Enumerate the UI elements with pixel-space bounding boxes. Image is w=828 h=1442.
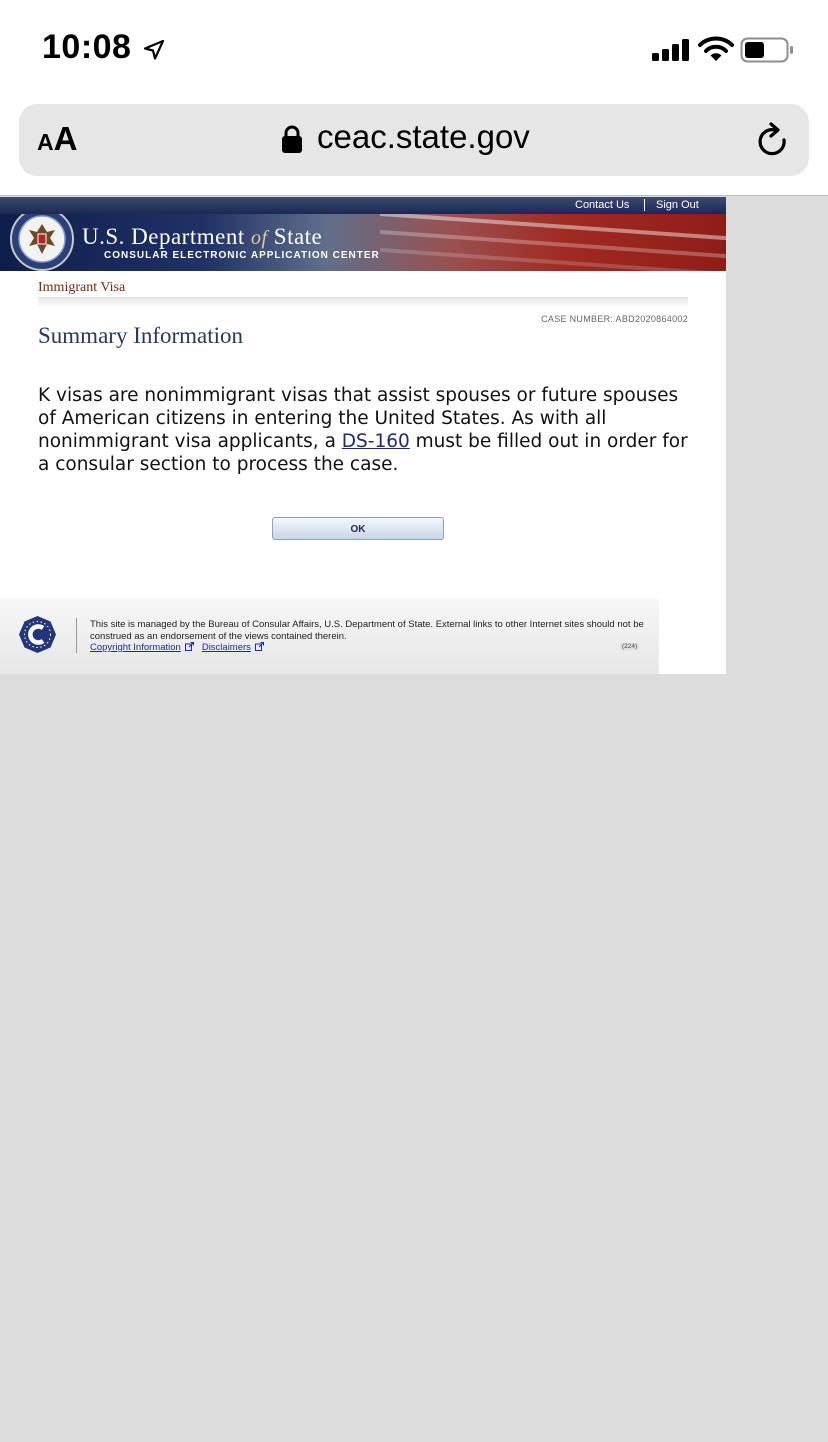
version-badge: (224) [622, 643, 638, 650]
safari-address-bar[interactable] [19, 104, 809, 176]
cellular-signal-icon [651, 38, 691, 62]
sign-out-link[interactable]: Sign Out [656, 199, 699, 211]
department-title: U.S. Department of State [82, 224, 323, 249]
status-time: 10:08 [42, 28, 132, 66]
lock-icon [281, 124, 303, 154]
page-title: Summary Information [38, 323, 244, 348]
location-arrow-icon [142, 38, 166, 62]
ios-status-bar [0, 0, 828, 196]
summary-paragraph: K visas are nonimmigrant visas that assist spouses or future spouses of American citizens in entering the United States. As with all nonimmigrant visa applicants, a DS-160 must be filled out in order for a consular section to process the case. [38, 385, 688, 475]
toolbar-divider [0, 195, 828, 196]
section-label: Immigrant Visa [38, 280, 126, 295]
department-seal-logo [9, 214, 75, 271]
ds-160-link[interactable]: DS-160 [341, 431, 410, 452]
site-banner [0, 214, 726, 271]
banner-subtitle: CONSULAR ELECTRONIC APPLICATION CENTER [104, 250, 380, 261]
url-text[interactable]: ceac.state.gov [317, 118, 530, 155]
site-footer [0, 598, 659, 674]
section-divider [38, 297, 688, 306]
consular-affairs-logo [18, 615, 57, 654]
contact-us-link[interactable]: Contact Us [575, 199, 630, 211]
text-size-button[interactable]: AA [37, 120, 78, 157]
ok-button[interactable]: OK [272, 517, 444, 540]
battery-icon [740, 36, 794, 64]
external-link-icon [185, 642, 194, 651]
reload-icon[interactable] [757, 122, 791, 160]
footer-links [90, 642, 272, 653]
copyright-information-link[interactable]: Copyright Information [90, 642, 181, 653]
web-page [0, 197, 726, 674]
nav-separator [644, 199, 645, 211]
wifi-icon [698, 36, 734, 62]
case-number: CASE NUMBER: ABD2020864002 [541, 314, 688, 324]
footer-divider [76, 618, 77, 653]
disclaimers-link[interactable]: Disclaimers [201, 642, 251, 653]
top-nav [0, 197, 726, 215]
footer-disclaimer-text: This site is managed by the Bureau of Consular Affairs, U.S. Department of State. External links to other Internet sites should not be construed as an endorsement of the views contained therein. [90, 619, 644, 642]
external-link-icon [255, 642, 264, 651]
